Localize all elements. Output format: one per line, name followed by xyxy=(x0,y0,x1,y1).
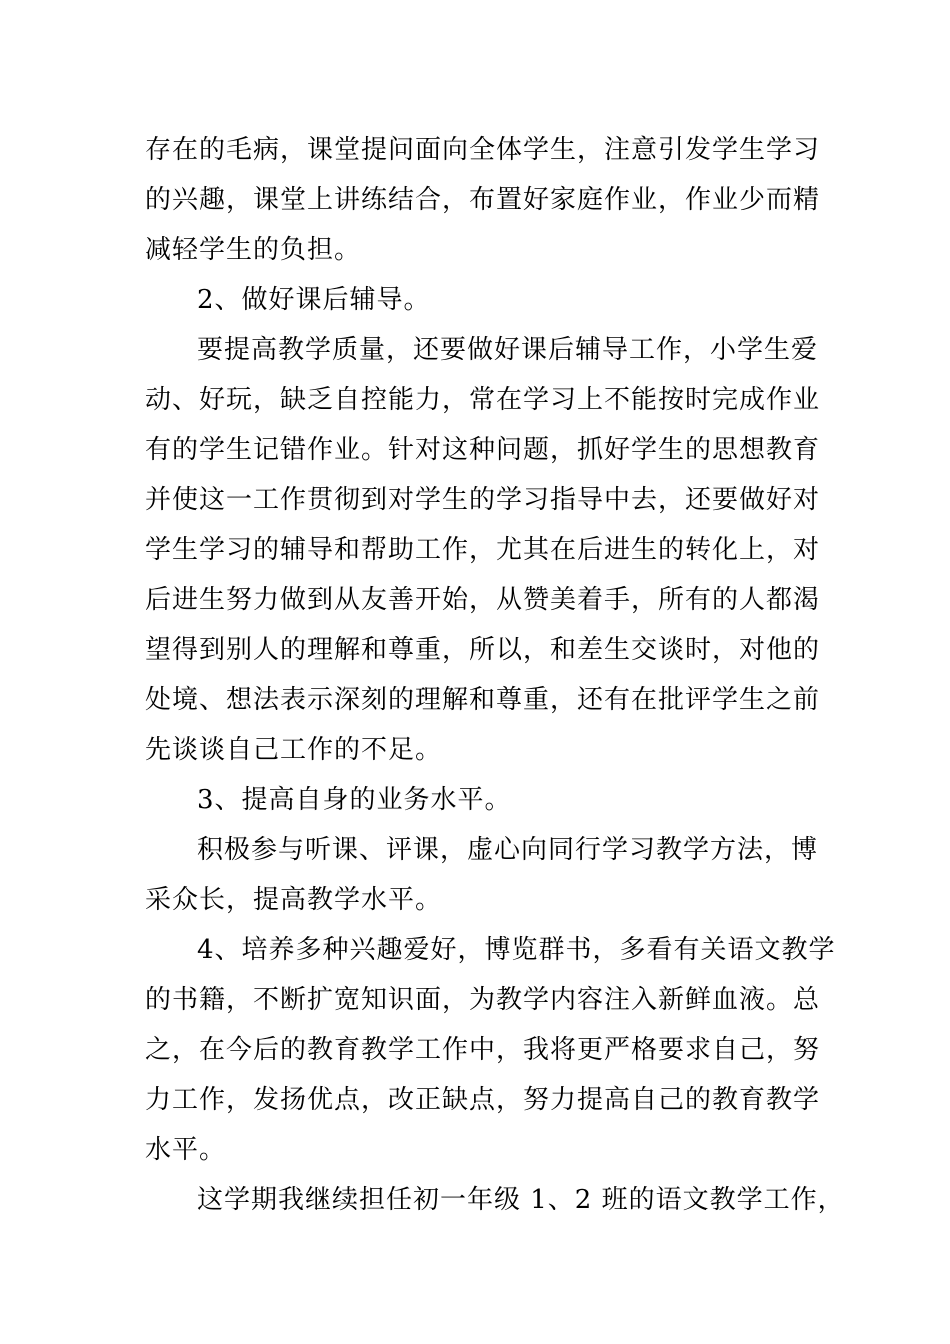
text-line: 学生学习的辅导和帮助工作，尤其在后进生的转化上，对 xyxy=(145,535,821,565)
text-line: 这学期我继续担任初一年级 1、2 班的语文教学工作， xyxy=(197,1185,845,1215)
text-line: 采众长，提高教学水平。 xyxy=(145,885,443,915)
text-line: 有的学生记错作业。针对这种问题，抓好学生的思想教育 xyxy=(145,435,821,465)
text-line: 积极参与听课、评课，虚心向同行学习教学方法，博 xyxy=(197,835,819,865)
text-line: 动、好玩，缺乏自控能力，常在学习上不能按时完成作业 xyxy=(145,385,821,415)
text-line: 后进生努力做到从友善开始，从赞美着手，所有的人都渴 xyxy=(145,585,821,615)
text-line: 先谈谈自己工作的不足。 xyxy=(145,735,443,765)
text-line: 4、培养多种兴趣爱好，博览群书，多看有关语文教学 xyxy=(197,935,836,965)
text-line: 要提高教学质量，还要做好课后辅导工作，小学生爱 xyxy=(197,335,819,365)
text-line: 望得到别人的理解和尊重，所以，和差生交谈时，对他的 xyxy=(145,635,821,665)
text-line: 的兴趣，课堂上讲练结合，布置好家庭作业，作业少而精 xyxy=(145,185,821,215)
text-line: 2、做好课后辅导。 xyxy=(197,285,431,315)
text-line: 存在的毛病，课堂提问面向全体学生，注意引发学生学习 xyxy=(145,135,821,165)
text-line: 力工作，发扬优点，改正缺点，努力提高自己的教育教学 xyxy=(145,1085,821,1115)
text-line: 的书籍，不断扩宽知识面，为教学内容注入新鲜血液。总 xyxy=(145,985,821,1015)
text-line: 之，在今后的教育教学工作中，我将更严格要求自己，努 xyxy=(145,1035,821,1065)
text-line: 水平。 xyxy=(145,1135,227,1165)
text-line: 减轻学生的负担。 xyxy=(145,235,362,265)
text-line: 处境、想法表示深刻的理解和尊重，还有在批评学生之前 xyxy=(145,685,821,715)
text-line: 3、提高自身的业务水平。 xyxy=(197,785,512,815)
text-line: 并使这一工作贯彻到对学生的学习指导中去，还要做好对 xyxy=(145,485,821,515)
